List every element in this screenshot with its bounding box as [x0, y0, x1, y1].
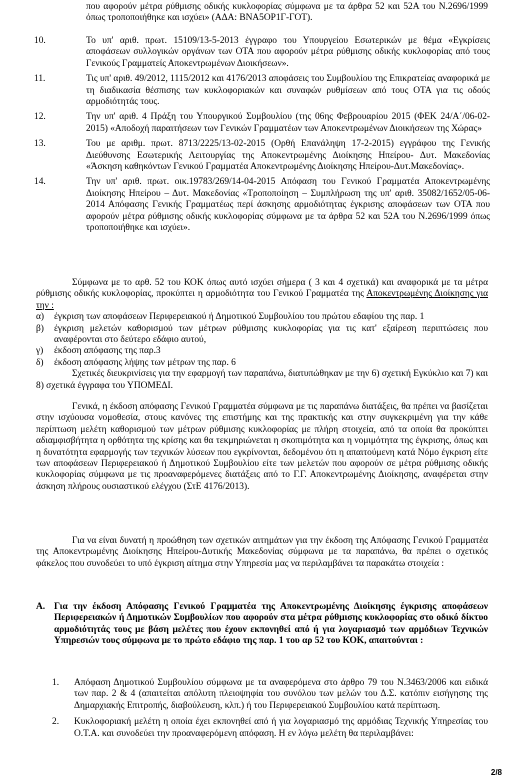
- continuation-text: που αφορούν μέτρα ρύθμισης οδικής κυκλοφορίας σύμφωνα με τα άρθρα 52 και 52Α του Ν.2696/1999 όπως τροποποιήθηκε και ισχύει» (ΑΔΑ: ΒΝΑ5ΟΡ1Γ-ΓΟΤ).: [86, 2, 488, 24]
- list-item: 11. Τις υπ' αριθ. 49/2012, 1115/2012 και 4176/2013 αποφάσεις του Συμβουλίου της Επικρατείας αναφορικά με τη διαδικασία θέσπισης των κυκλοφοριακών και συναφών ρυθμίσεων από τους ΟΤΑ για τις οδούς αρμοδιότητάς τους.: [34, 74, 490, 108]
- list-item: 1. Απόφαση Δημοτικού Συμβουλίου σύμφωνα με τα αναφερόμενα στο άρθρο 79 του Ν.3463/2006 και ειδικά των παρ. 2 & 4 (απαιτείται απόλυτη πλειοψηφία του συνόλου των μελών του Δ.Σ. κατόπιν εισήγησης της Δημαρχιακής Επιτροπής, διαβούλευση, κλπ.) ή του Περιφερειακού Συμβουλίου κατά περίπτωση.: [52, 678, 488, 711]
- list-item: δ) έκδοση απόφασης λήψης των μέτρων της παρ. 6: [36, 357, 236, 368]
- lettered-list: [36, 312, 488, 369]
- paragraph: Για να είναι δυνατή η προώθηση των σχετικών αιτημάτων για την έκδοση της Απόφασης Γενικού Γραμματέα της Αποκεντρωμένης Διοίκησης Ηπείρου-Δυτικής Μακεδονίας σύμφωνα με τα παραπάνω, θα πρέπει ο σχετικός φάκελος που συνοδεύει το υπό έγκριση αίτημα στην Υπηρεσία μας να περιλαμβάνει τα παρακάτω στοιχεία :: [36, 536, 488, 569]
- list-item: β) έγκριση μελετών καθορισμού των μέτρων ρύθμισης κυκλοφορίας για τις κατ' εξαίρεση περιπτώσεις που αναφέρονται στο δεύτερο εδάφιο αυτού,: [36, 323, 488, 346]
- list-item: 10. Το υπ' αριθ. πρωτ. 15109/13-5-2013 έγγραφο του Υπουργείου Εσωτερικών με θέμα «Εγκρίσεις αποφάσεων συλλογικών οργάνων των ΟΤΑ που αφορούν μέτρα ρύθμισης οδικής κυκλοφορίας από τους Γενικούς Γραμματείς Αποκεντρωμένων Διοικήσεων».: [34, 36, 490, 69]
- list-item: 13. Του με αριθμ. πρωτ. 8713/2225/13-02-2015 (Ορθή Επανάληψη 17-2-2015) εγγράφου της Γενικής Διεύθυνσης Εσωτερικής Λειτουργίας της Αποκεντρωμένης Διοίκησης Ηπείρου- Δυτ. Μακεδονίας «Άσκηση καθηκόντων Γενικού Γραμματέα Αποκεντρωμένης Διοίκησης Ηπείρου-Δυτ.Μακεδονίας».: [34, 139, 490, 173]
- list-item: 2. Κυκλοφοριακή μελέτη η οποία έχει εκπονηθεί από ή για λογαριασμό της αρμόδιας Τεχνικής Υπηρεσίας του Ο.Τ.Α. και συνοδεύει την προαναφερόμενη απόφαση. Η εν λόγω μελέτη θα περιλαμβάνει:: [52, 717, 488, 739]
- list-item: γ) έκδοση απόφασης της παρ.3: [36, 346, 161, 357]
- page-number: 2/8: [490, 768, 502, 777]
- requirements-list: [52, 678, 488, 745]
- numbered-list: [32, 36, 490, 239]
- section-a-heading: Α. Για την έκδοση Απόφασης Γενικού Γραμματέα της Αποκεντρωμένης Διοίκησης έγκρισης αποφάσεων Περιφερειακών ή Δημοτικών Συμβουλίων που αφορούν στα μέτρα ρύθμισης κυκλοφορίας στο οδικό δίκτυο αρμοδιότητάς τους με βάση μελέτες που έχουν εκπονηθεί από ή για λογαριασμό των αρμόδιων Τεχνικών Υπηρεσιών τους σύμφωνα με το πρώτο εδάφιο της παρ. 1 του αρ 52 του ΚΟΚ, απαιτούνται :: [36, 602, 488, 647]
- paragraph: Γενικά, η έκδοση απόφασης Γενικού Γραμματέα σύμφωνα με τις παραπάνω διατάξεις, θα πρέπει να βασίζεται στην ισχύουσα νομοθεσία, στους κανόνες της επιστήμης και της πρακτικής και στην συγκεκριμένη για την κάθε περίπτωση μελέτη καθορισμού των μέτρων ρύθμισης κυκλοφορίας με πλήρη στοιχεία, από τα οποία θα προκύπτει αδιαμφισβήτητα η ορθότητα της κρίσης και θα τεκμηριώνεται η σκοπιμότητα και η νομιμότητα της έγκρισης, όπως και η δυνατότητα εφαρμογής των τεχνικών λύσεων που εγκρίνονται, δεδομένου ότι η απαιτούμενη κατά Νόμο έγκριση είτε των αποφάσεων Περιφερειακού ή Δημοτικού Συμβουλίου είτε των μελετών που αφορούν σε μέτρα ρύθμισης οδικής κυκλοφορίας σύμφωνα με τις προαναφερόμενες διατάξεις από το Γ.Γ. Αποκεντρωμένης Διοίκησης, αναφέρεται στην άσκηση πλήρους ουσιαστικού ελέγχου (ΣτΕ 4176/2013).: [36, 402, 488, 492]
- paragraph: Σχετικές διευκρινίσεις για την εφαρμογή των παραπάνω, διατυπώθηκαν με την 6) σχετική Εγκύκλιο και 7) και 8) σχετικά έγγραφα του ΥΠΟΜΕΔΙ.: [36, 369, 488, 391]
- list-item: α) έγκριση των αποφάσεων Περιφερειακού ή Δημοτικού Συμβουλίου του πρώτου εδαφίου της παρ. 1: [36, 312, 425, 323]
- competence-section: [36, 278, 488, 392]
- list-item: 14. Την υπ' αριθ. πρωτ. οικ.19783/269/14-04-2015 Απόφαση του Γενικού Γραμματέα Αποκεντρωμένης Διοίκησης Ηπείρου – Δυτ. Μακεδονίας «Τροποποίηση – Συμπλήρωση της υπ' αριθ. 35082/1652/05-06-2014 Απόφασης Γενικής Γραμματέως περί άσκησης αρμοδιότητας έγκρισης αποφάσεων των ΟΤΑ που αφορούν μέτρα ρύθμισης οδικής κυκλοφορίας σύμφωνα με τα άρθρα 52 και 52Α του Ν.2696/1999 όπως τροποποιήθηκε και ισχύει».: [34, 177, 490, 234]
- list-item: 12. Την υπ' αριθ. 4 Πράξη του Υπουργικού Συμβουλίου (της 06ης Φεβρουαρίου 2015 (ΦΕΚ 24/Α΄/06-02-2015) «Αποδοχή παραιτήσεων των Γενικών Γραμματέων των Αποκεντρωμένων Διοικήσεων της Χώρας»: [34, 112, 490, 134]
- paragraph: Σύμφωνα με το αρθ. 52 του ΚΟΚ όπως αυτό ισχύει σήμερα ( 3 και 4 σχετικά) και αναφορικά με τα μέτρα ρύθμισης οδικής κυκλοφορίας, προκύπτει η αρμοδιότητα του Γενικού Γραμματέα της Αποκεντρωμένης Διοίκησης για την :: [36, 278, 489, 311]
